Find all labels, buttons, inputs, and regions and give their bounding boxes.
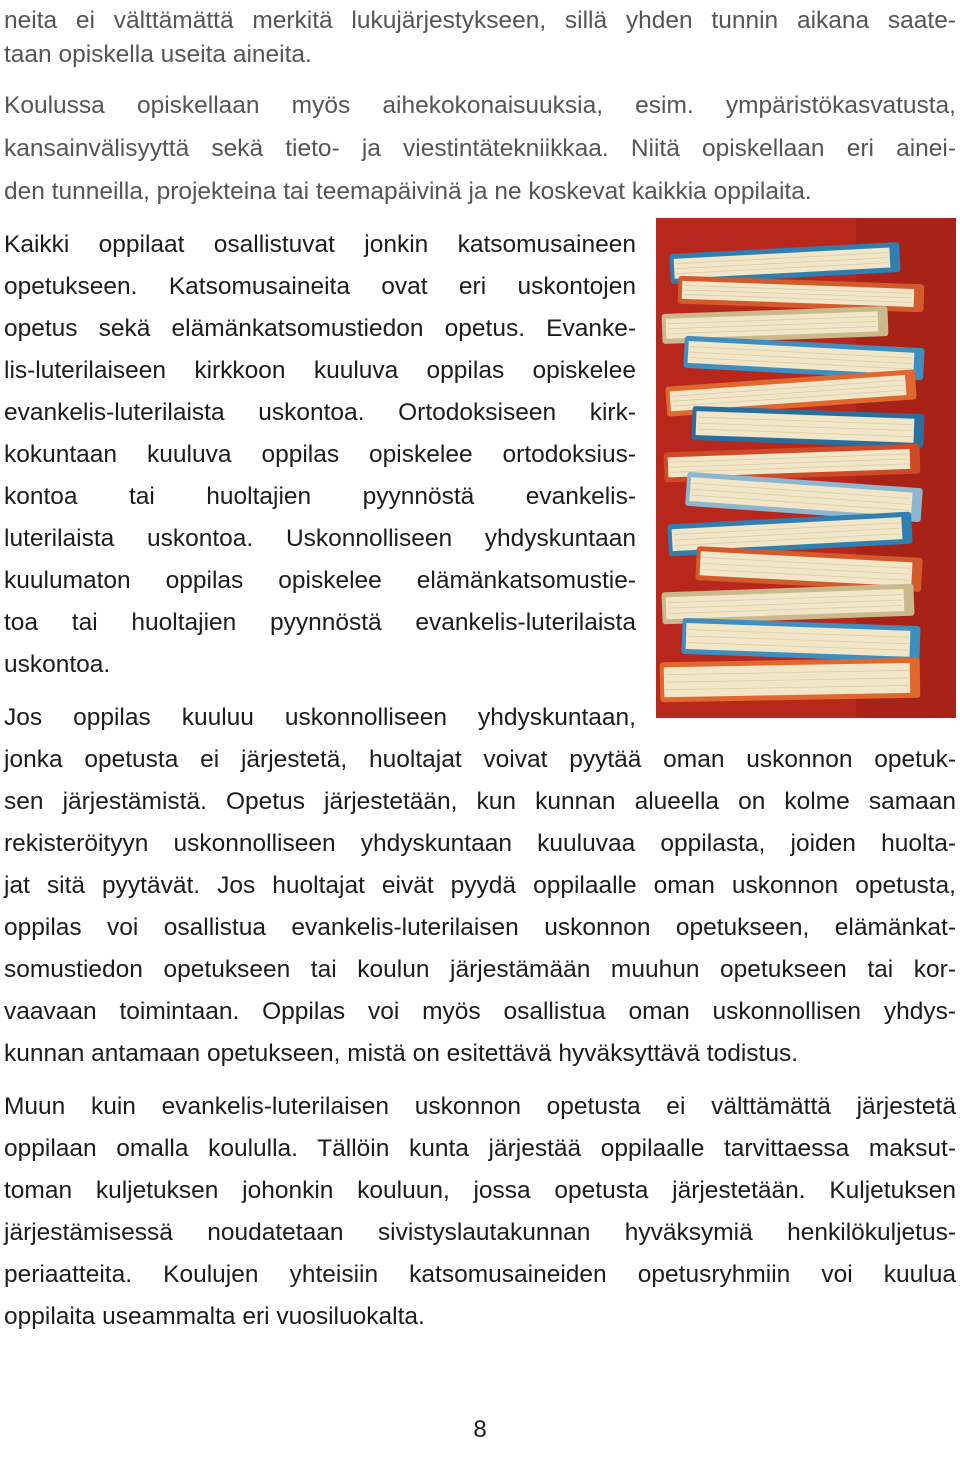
text-line: uskontoa. <box>4 651 111 678</box>
page-number: 8 <box>473 1416 487 1443</box>
text-line: evankelis-luterilaista uskontoa. Ortodoksiseen kirk- <box>4 399 636 426</box>
text-line: toman kuljetuksen johonkin kouluun, jossa opetusta järjestetään. Kuljetuksen <box>4 1177 956 1204</box>
text-line: kansainvälisyyttä sekä tieto- ja viestintätekniikkaa. Niitä opiskellaan eri ainei- <box>4 135 956 162</box>
text-line: Jos oppilas kuuluu uskonnolliseen yhdyskuntaan, <box>4 704 636 731</box>
text-line: toa tai huoltajien pyynnöstä evankelis-luterilaista <box>4 609 636 636</box>
text-line: oppilaita useammalta eri vuosiluokalta. <box>4 1303 425 1330</box>
text-line: kunnan antamaan opetukseen, mistä on esitettävä hyväksyttävä todistus. <box>4 1040 799 1067</box>
text-line: opetus sekä elämänkatsomustiedon opetus. Evanke- <box>4 315 636 342</box>
text-line: kontoa tai huoltajien pyynnöstä evankelis- <box>4 483 636 510</box>
book <box>660 658 921 703</box>
text-line: rekisteröityyn uskonnolliseen yhdyskuntaan kuuluvaa oppilasta, joiden huolta- <box>4 830 956 857</box>
text-line: oppilaan omalla koululla. Tällöin kunta järjestää oppilaalle tarvittaessa maksut- <box>4 1135 956 1162</box>
book-stack-illustration <box>656 218 956 718</box>
text-line: Kaikki oppilaat osallistuvat jonkin katsomusaineen <box>4 231 636 258</box>
book-stack-icon <box>656 218 956 718</box>
text-line: opetukseen. Katsomusaineita ovat eri uskontojen <box>4 273 636 300</box>
text-line: jat sitä pyytävät. Jos huoltajat eivät pyydä oppilaalle oman uskonnon opetusta, <box>4 872 956 899</box>
text-line: somustiedon opetukseen tai koulun järjestämään muuhun opetukseen tai kor- <box>4 956 956 983</box>
text-line: kuulumaton oppilas opiskelee elämänkatsomustie- <box>4 567 636 594</box>
text-line: periaatteita. Koulujen yhteisiin katsomusaineiden opetusryhmiin voi kuulua <box>4 1261 956 1288</box>
text-line: vaavaan toimintaan. Oppilas voi myös osallistua oman uskonnollisen yhdys- <box>4 998 956 1025</box>
text-line: taan opiskella useita aineita. <box>4 41 312 68</box>
text-line: neita ei välttämättä merkitä lukujärjestykseen, sillä yhden tunnin aikana saate- <box>4 7 956 34</box>
text-line: den tunneilla, projekteina tai teemapäivinä ja ne koskevat kaikkia oppilaita. <box>4 178 812 205</box>
text-line: kokuntaan kuuluva oppilas opiskelee ortodoksius- <box>4 441 636 468</box>
text-line: lis-luterilaiseen kirkkoon kuuluva oppilas opiskelee <box>4 357 636 384</box>
text-line: oppilas voi osallistua evankelis-luterilaisen uskonnon opetukseen, elämänkat- <box>4 914 956 941</box>
text-line: Koulussa opiskellaan myös aihekokonaisuuksia, esim. ympäristökasvatusta, <box>4 92 956 119</box>
text-line: sen järjestämistä. Opetus järjestetään, kun kunnan alueella on kolme samaan <box>4 788 956 815</box>
text-line: Muun kuin evankelis-luterilaisen uskonnon opetusta ei välttämättä järjestetä <box>4 1093 956 1120</box>
text-line: jonka opetusta ei järjestetä, huoltajat voivat pyytää oman uskonnon opetuk- <box>4 746 956 773</box>
text-line: järjestämisessä noudatetaan sivistyslautakunnan hyväksymiä henkilökuljetus- <box>4 1219 956 1246</box>
text-line: luterilaista uskontoa. Uskonnolliseen yhdyskuntaan <box>4 525 636 552</box>
